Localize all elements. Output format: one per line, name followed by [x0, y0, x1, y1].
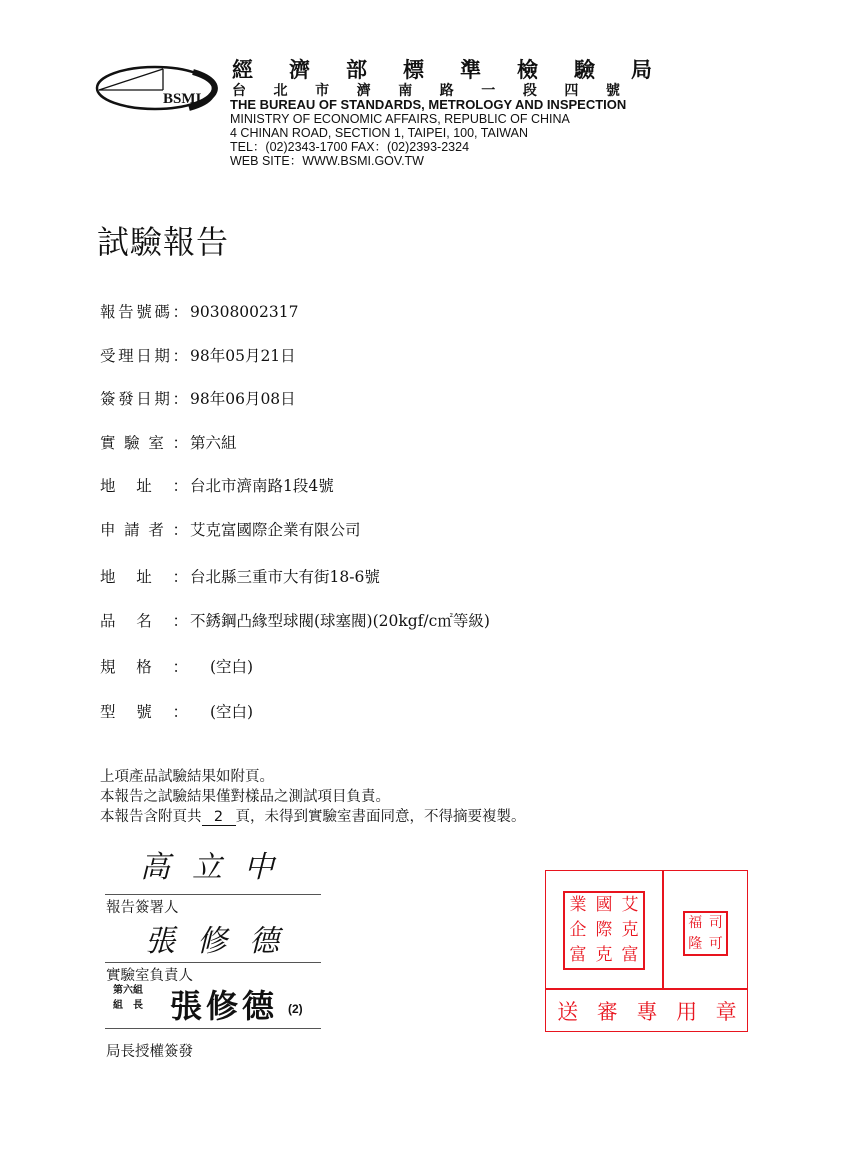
field-value: (空白)	[210, 658, 254, 676]
field-issue-date	[100, 387, 296, 409]
field-applicant-address	[100, 565, 380, 587]
signer-label: 報告簽署人	[106, 900, 179, 916]
lab-head-signature: 張修德	[145, 924, 301, 959]
ministry-en: MINISTRY OF ECONOMIC AFFAIRS, REPUBLIC OF CHINA	[230, 112, 570, 126]
note-results-attached: 上項產品試驗結果如附頁。	[100, 769, 274, 785]
field-value: 不銹鋼凸緣型球閥(球塞閥)(20kgf/c㎡等級)	[190, 612, 490, 630]
attached-pages-count: 2	[202, 810, 236, 826]
svg-text:BSMI: BSMI	[163, 91, 202, 107]
signature-line	[105, 962, 321, 963]
bsmi-logo-icon	[93, 62, 221, 114]
website: WEB SITE：WWW.BSMI.GOV.TW	[230, 154, 424, 168]
field-value: 98年05月21日	[190, 347, 296, 365]
field-model	[100, 700, 253, 722]
addr-char: 路	[439, 83, 454, 99]
field-label: 地 址 ：	[100, 568, 188, 586]
bsmi-logo	[93, 62, 221, 114]
field-label: 品 名 ：	[100, 612, 188, 630]
org-char: 經	[232, 57, 253, 82]
field-product-name	[100, 609, 490, 631]
chief-stamp-title: 第六組 組 長	[113, 985, 143, 1011]
chief-stamp-number: (2)	[288, 1002, 303, 1016]
org-char: 局	[631, 57, 652, 82]
company-seal: 業 國 艾 企 際 克 富 克 富	[563, 891, 645, 970]
signer-signature: 高立中	[140, 850, 296, 885]
stamp-divider	[545, 988, 748, 990]
field-value: 90308002317	[190, 303, 299, 321]
field-laboratory	[100, 431, 237, 453]
note-responsibility: 本報告之試驗結果僅對樣品之測試項目負責。	[100, 789, 390, 805]
org-char: 檢	[517, 57, 538, 82]
org-name-en: THE BUREAU OF STANDARDS, METROLOGY AND INSPECTION	[230, 97, 627, 112]
field-value: 第六組	[190, 434, 237, 452]
field-label: 報 告 號 碼 ：	[100, 303, 188, 321]
addr-char: 市	[315, 83, 330, 99]
addr-char: 號	[605, 83, 620, 99]
field-value: 98年06月08日	[190, 390, 296, 408]
field-lab-address	[100, 474, 334, 496]
lab-head-label: 實驗室負責人	[106, 968, 193, 984]
addr-char: 段	[522, 83, 537, 99]
address-en: 4 CHINAN ROAD, SECTION 1, TAIPEI, 100, TAIWAN	[230, 126, 528, 140]
addr-char: 濟	[356, 83, 371, 99]
signature-line	[105, 894, 321, 895]
field-label: 地 址 ：	[100, 477, 188, 495]
stamp-label: 送 審 專 用 章	[557, 1000, 737, 1024]
field-label: 申 請 者 ：	[100, 521, 188, 539]
field-label: 規 格 ：	[100, 658, 188, 676]
addr-char: 南	[398, 83, 413, 99]
field-value: 艾克富國際企業有限公司	[190, 521, 361, 539]
field-value: (空白)	[210, 703, 254, 721]
field-label: 受 理 日 期 ：	[100, 347, 188, 365]
org-char: 準	[460, 57, 481, 82]
note-page-count: 本報告含附頁共 2 頁，未得到實驗室書面同意，不得摘要複製。	[100, 809, 526, 825]
addr-char: 四	[564, 83, 579, 99]
chief-stamp-name: 張修德	[170, 987, 279, 1025]
representative-seal: 福 司 隆 可	[683, 911, 728, 956]
field-specification	[100, 655, 253, 677]
field-report-number	[100, 300, 298, 322]
field-label: 簽 發 日 期 ：	[100, 390, 188, 408]
field-value: 台北縣三重市大有街18-6號	[190, 568, 380, 586]
org-char: 部	[346, 57, 367, 82]
authorization-label: 局長授權簽發	[106, 1044, 193, 1060]
org-char: 驗	[574, 57, 595, 82]
addr-char: 一	[481, 83, 496, 99]
addr-char: 北	[273, 83, 288, 99]
document-title: 試驗報告	[97, 223, 230, 261]
org-char: 標	[403, 57, 424, 82]
tel-fax: TEL：(02)2343-1700 FAX：(02)2393-2324	[230, 140, 470, 154]
stamp-divider	[662, 870, 664, 988]
field-value: 台北市濟南路1段4號	[190, 477, 334, 495]
signature-line	[105, 1028, 321, 1029]
field-label: 型 號 ：	[100, 703, 188, 721]
field-applicant	[100, 518, 361, 540]
field-received-date	[100, 344, 296, 366]
addr-char: 台	[232, 83, 246, 99]
field-label: 實 驗 室 ：	[100, 434, 188, 452]
org-char: 濟	[289, 57, 310, 82]
